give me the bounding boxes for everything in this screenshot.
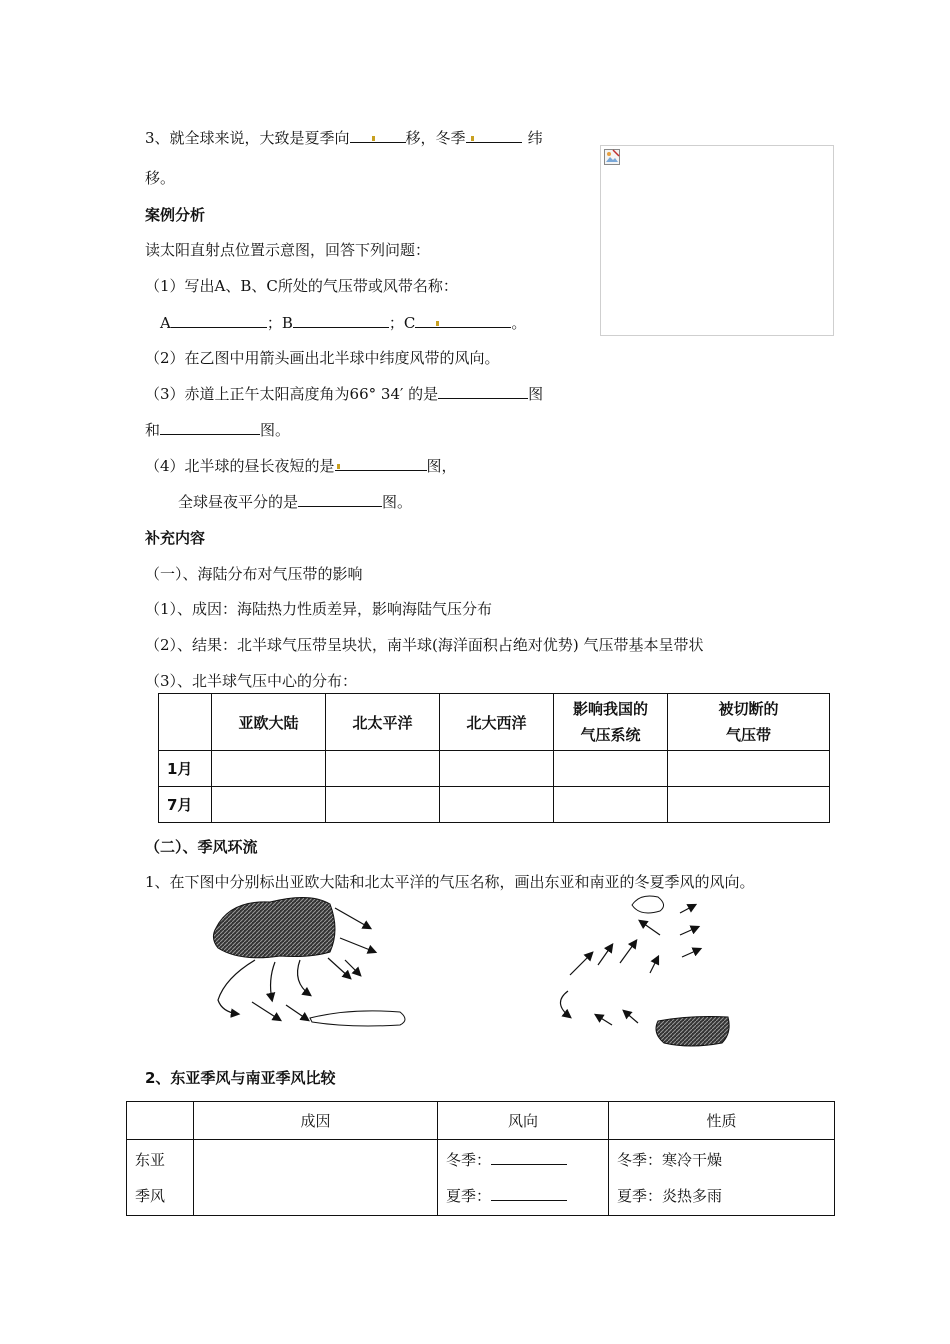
winter-dir-label: 冬季： [446,1150,492,1169]
summer-dir-label: 夏季： [446,1186,492,1205]
blank-b[interactable] [293,313,389,328]
blank-c[interactable] [415,313,511,328]
case-q1: （1）写出A、B、C所处的气压带或风带名称： [145,277,458,295]
table-cell[interactable] [440,787,554,823]
wind-arrow [640,921,660,935]
case-analysis-heading: 案例分析 [145,206,206,224]
q4b-text: 图， [426,457,457,475]
q4a-text: （4）北半球的昼长夜短的是 [145,457,335,475]
wind-arrow [570,953,592,975]
table-cell[interactable] [440,751,554,787]
case-q1-blanks [160,313,526,333]
wind-arrow [252,1002,280,1020]
wind-arrow [340,938,375,952]
case-q4-line-2 [178,492,412,512]
header-cell [668,694,830,751]
table-row [127,1140,835,1216]
label-c: ；C [388,314,416,332]
table-cell[interactable] [668,751,830,787]
wind-arrow [680,905,695,913]
continent-low-pressure-shape [632,896,664,913]
header-cell: 风向 [438,1102,609,1140]
wind-arrow [335,908,370,928]
continent-high-pressure-shape [213,897,335,957]
header-cell [127,1102,194,1140]
supp-1-2: （2）、结果：北半球气压带呈块状，南半球(海洋面积占绝对优势) 气压带基本呈带状 [145,636,704,654]
header-cell: 性质 [609,1102,835,1140]
blank-mark-icon [436,321,439,326]
header-line-2: 气压带 [725,726,771,744]
winter-nature: 冬季：寒冷干燥 [617,1150,723,1169]
q3-blank-1[interactable] [350,128,406,143]
wind-arrow [596,1015,612,1025]
header-line-1: 被切断的 [718,700,779,718]
q3d-text: 图。 [260,421,291,439]
winter-dir-blank[interactable] [491,1150,567,1165]
direction-cell [438,1140,609,1216]
table-cell[interactable] [668,787,830,823]
row-label: 7月 [159,787,212,823]
summer-nature: 夏季：炎热多雨 [617,1186,723,1205]
wind-arrow [682,949,700,957]
q4a-blank[interactable] [335,456,427,471]
wind-arrow [620,941,636,963]
row-label [127,1140,194,1216]
wind-arrow [624,1011,638,1023]
row-label-line-2: 季风 [135,1186,166,1205]
supp-1-1: （1）、成因：海陆热力性质差异，影响海陆气压分布 [145,600,493,618]
table-cell[interactable] [212,787,326,823]
q4c-blank[interactable] [298,492,382,507]
q4c-text: 全球昼夜平分的是 [178,493,299,511]
table-row [159,787,830,823]
ocean-low-pressure-shape [310,1011,405,1026]
q3a-text: （3）赤道上正午太阳高度角为66° 34′ 的是 [145,385,439,403]
table-header-row [159,694,830,751]
table-cell[interactable] [326,787,440,823]
header-cell: 北大西洋 [440,694,554,751]
wind-arrow [298,960,310,995]
q3c-text: 和 [145,421,161,439]
question-3-line [145,128,543,148]
q3-text-3: 纬 [527,129,543,147]
supp-section-1: （一）、海陆分布对气压带的影响 [145,565,363,583]
case-q4-line [145,456,457,476]
table-row [159,751,830,787]
q3-blank-2[interactable] [466,128,522,143]
wind-arrow [271,962,275,1000]
pressure-center-table [158,693,830,823]
supp-section-2: （二）、季风环流 [145,838,258,856]
header-line-1: 影响我国的 [572,700,648,718]
case-q3-line [145,384,543,404]
cause-cell[interactable] [194,1140,438,1216]
q3c-blank[interactable] [160,420,260,435]
wind-arrow [218,960,255,1014]
label-b: ；B [266,314,293,332]
case-intro: 读太阳直射点位置示意图，回答下列问题： [145,241,431,259]
wind-arrow [598,945,612,965]
question-3-continued: 移。 [145,169,176,187]
wind-arrow [650,957,658,973]
supp-2-2: 2、东亚季风与南亚季风比较 [145,1069,336,1087]
nature-cell [609,1140,835,1216]
wind-arrow [286,1005,308,1020]
q3b-text: 图 [528,385,544,403]
label-a: A [160,314,171,332]
blank-mark-icon [471,136,474,141]
monsoon-comparison-table [126,1101,835,1216]
q3-text-1: 3、就全球来说，大致是夏季向 [145,129,350,147]
header-cell: 北太平洋 [326,694,440,751]
supp-1-3: （3）、北半球气压中心的分布： [145,672,358,690]
sun-position-figure [600,145,834,336]
ocean-high-pressure-shape [656,1017,729,1047]
broken-image-icon [604,149,620,165]
blank-mark-icon [337,464,340,469]
summer-monsoon-diagram [540,885,760,1055]
table-cell[interactable] [554,751,668,787]
table-header-row [127,1102,835,1140]
supp-2-1: 1、在下图中分别标出亚欧大陆和北太平洋的气压名称，画出东亚和南亚的冬夏季风的风向。 [145,873,755,891]
summer-dir-blank[interactable] [491,1186,567,1201]
case-q3-line-2 [145,420,290,440]
table-cell[interactable] [326,751,440,787]
row-label-line-1: 东亚 [135,1150,166,1169]
q1-end: 。 [511,314,527,332]
table-cell[interactable] [554,787,668,823]
header-cell: 成因 [194,1102,438,1140]
q4d-text: 图。 [382,493,413,511]
wind-arrow [560,991,570,1017]
row-label: 1月 [159,751,212,787]
header-cell [159,694,212,751]
case-q2: （2）在乙图中用箭头画出北半球中纬度风带的风向。 [145,349,500,367]
wind-arrow [680,927,698,935]
table-cell[interactable] [212,751,326,787]
blank-a[interactable] [171,313,267,328]
wind-arrow [345,960,360,975]
q3a-blank[interactable] [438,384,528,399]
header-cell: 亚欧大陆 [212,694,326,751]
header-line-2: 气压系统 [580,726,641,744]
supplement-heading: 补充内容 [145,529,206,547]
q3-text-2: 移，冬季 [405,129,466,147]
header-cell [554,694,668,751]
blank-mark-icon [372,136,375,141]
